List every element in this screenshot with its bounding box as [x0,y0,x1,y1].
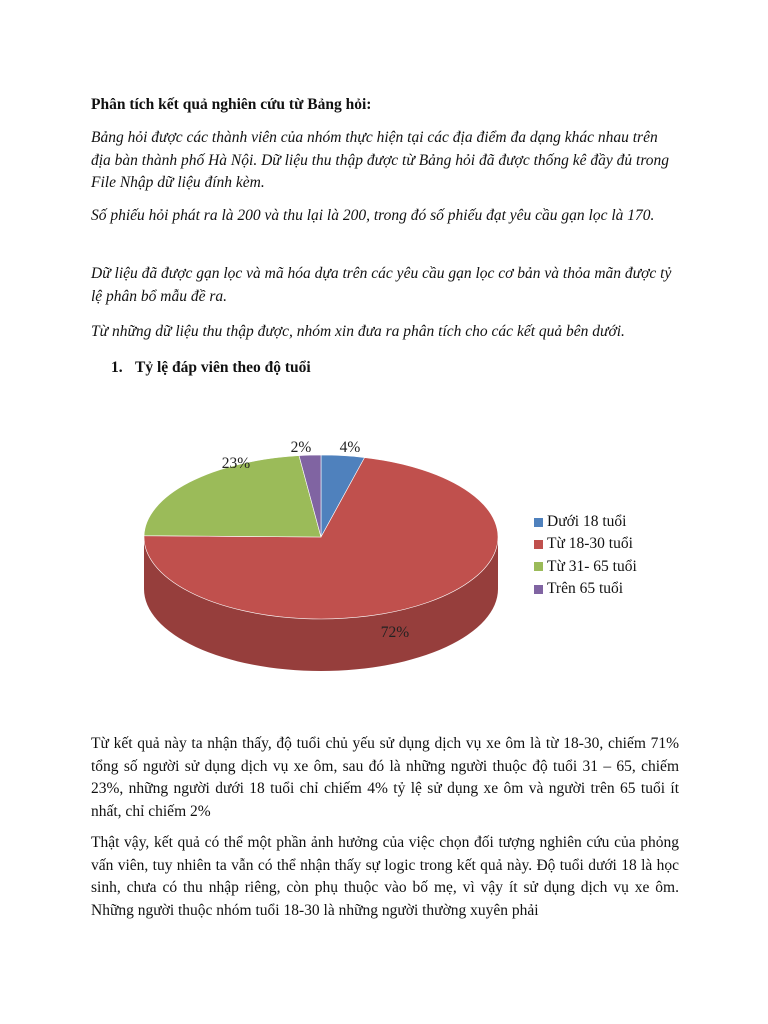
legend-item [534,511,637,533]
legend-label: Dưới 18 tuổi [547,513,627,530]
intro-paragraph-4: Từ những dữ liệu thu thập được, nhóm xin đưa ra phân tích cho các kết quả bên dưới. [91,323,625,340]
legend-swatch [534,540,543,549]
legend-swatch [534,518,543,527]
pie-data-label: 72% [380,624,410,641]
body-paragraph-1: Từ kết quả này ta nhận thấy, độ tuổi chủ yếu sử dụng dịch vụ xe ôm là từ 18-30, chiếm 71% tổng số người sử dụng dịch vụ xe ôm, sau đó là những người thuộc độ tuổi 31 – 65, chiếm 23%, những người dưới 18 tuổi chỉ chiếm 4% tỷ lệ sử dụng xe ôm và người trên 65 tuổi ít nhất, chỉ chiếm 2% [91,735,679,820]
body-paragraph-2: Thật vậy, kết quả có thể một phần ảnh hưởng của việc chọn đối tượng nghiên cứu của phỏng vấn viên, tuy nhiên ta vẫn có thể nhận thấy sự logic trong kết quả này. Độ tuổi dưới 18 là học sinh, chưa có thu nhập riêng, còn phụ thuộc vào bố mẹ, vì vậy ít sử dụng dịch vụ xe ôm. Những người thuộc nhóm tuổi 18-30 là những người thường xuyên phải [91,834,679,919]
intro-paragraph-1: Bảng hỏi được các thành viên của nhóm thực hiện tại các địa điểm đa dạng khác nhau trên địa bàn thành phố Hà Nội. Dữ liệu thu thập được từ Bảng hỏi đã được thống kê đầy đủ trong File Nhập dữ liệu đính kèm. [91,129,670,191]
legend-item [534,556,637,578]
legend-item [534,578,637,600]
legend-label: Từ 18-30 tuổi [547,535,633,553]
intro-paragraph-3: Dữ liệu đã được gạn lọc và mã hóa dựa trên các yêu cầu gạn lọc cơ bản và thỏa mãn được tỷ lệ phân bổ mẫu đề ra. [91,265,672,305]
section-number: 1. [111,359,123,376]
chart-legend [534,511,637,600]
legend-item [534,533,637,555]
document-heading: Phân tích kết quả nghiên cứu từ Bảng hỏi: [91,96,372,113]
legend-swatch [534,562,543,571]
pie-data-label: 4% [339,439,361,456]
legend-label: Trên 65 tuổi [547,579,624,597]
intro-paragraph-2: Số phiếu hỏi phát ra là 200 và thu lại là 200, trong đó số phiếu đạt yêu cầu gạn lọc là 170. [91,207,655,224]
legend-label: Từ 31- 65 tuổi [547,557,637,575]
pie-data-label: 2% [290,439,312,456]
pie-data-label: 23% [221,455,251,472]
legend-swatch [534,585,543,594]
section-title: Tỷ lệ đáp viên theo độ tuổi [135,359,311,376]
